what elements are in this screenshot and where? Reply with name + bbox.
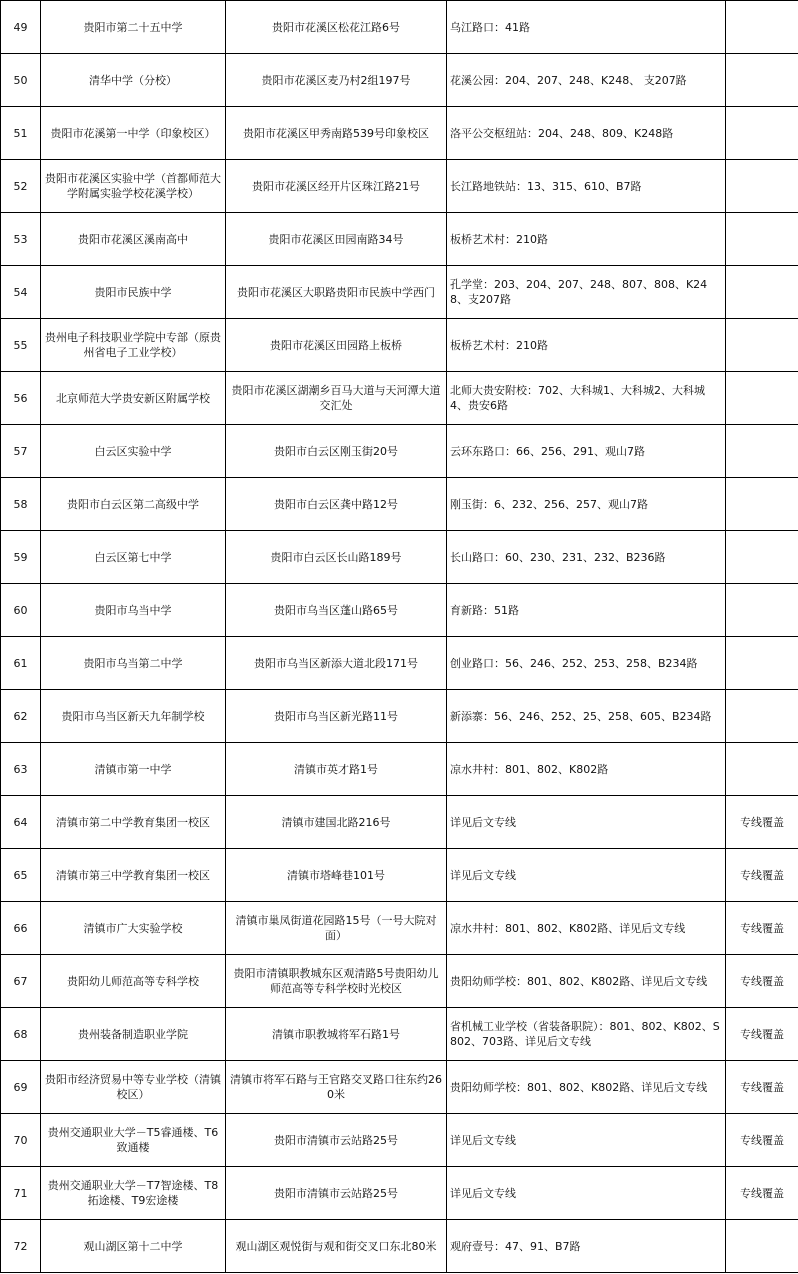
school-name: 贵阳市乌当中学 bbox=[41, 584, 226, 637]
school-name: 北京师范大学贵安新区附属学校 bbox=[41, 372, 226, 425]
school-address: 清镇市将军石路与王官路交叉路口往东约260米 bbox=[226, 1061, 447, 1114]
school-name: 贵州交通职业大学－T7智途楼、T8拓途楼、T9宏途楼 bbox=[41, 1167, 226, 1220]
bus-routes: 花溪公园：204、207、248、K248、 支207路 bbox=[447, 54, 726, 107]
table-row bbox=[1, 213, 798, 266]
coverage-note: 专线覆盖 bbox=[726, 1061, 798, 1114]
school-address: 清镇市巢凤街道花园路15号（一号大院对面） bbox=[226, 902, 447, 955]
table-row bbox=[1, 1220, 798, 1273]
bus-routes: 详见后文专线 bbox=[447, 1114, 726, 1167]
school-address: 清镇市英才路1号 bbox=[226, 743, 447, 796]
row-number: 70 bbox=[1, 1114, 41, 1167]
bus-routes: 新添寨：56、246、252、25、258、605、B234路 bbox=[447, 690, 726, 743]
table-row bbox=[1, 902, 798, 955]
coverage-note bbox=[726, 690, 798, 743]
school-address: 贵阳市花溪区甲秀南路539号印象校区 bbox=[226, 107, 447, 160]
coverage-note bbox=[726, 160, 798, 213]
coverage-note: 专线覆盖 bbox=[726, 1167, 798, 1220]
school-address: 贵阳市白云区龚中路12号 bbox=[226, 478, 447, 531]
school-name: 贵阳市乌当区新天九年制学校 bbox=[41, 690, 226, 743]
bus-routes: 云环东路口：66、256、291、观山7路 bbox=[447, 425, 726, 478]
school-address: 贵阳市花溪区田园南路34号 bbox=[226, 213, 447, 266]
coverage-note bbox=[726, 319, 798, 372]
bus-routes: 刚玉街：6、232、256、257、观山7路 bbox=[447, 478, 726, 531]
school-name: 贵阳市第二十五中学 bbox=[41, 1, 226, 54]
school-address: 贵阳市清镇职教城东区观清路5号贵阳幼儿师范高等专科学校时光校区 bbox=[226, 955, 447, 1008]
coverage-note bbox=[726, 584, 798, 637]
table-row bbox=[1, 531, 798, 584]
row-number: 52 bbox=[1, 160, 41, 213]
coverage-note bbox=[726, 425, 798, 478]
school-address: 贵阳市清镇市云站路25号 bbox=[226, 1167, 447, 1220]
row-number: 61 bbox=[1, 637, 41, 690]
bus-routes: 省机械工业学校（省装备职院）：801、802、K802、S802、703路、详见后文专线 bbox=[447, 1008, 726, 1061]
school-name: 清镇市第一中学 bbox=[41, 743, 226, 796]
school-name: 贵阳市白云区第二高级中学 bbox=[41, 478, 226, 531]
row-number: 72 bbox=[1, 1220, 41, 1273]
coverage-note bbox=[726, 531, 798, 584]
row-number: 54 bbox=[1, 266, 41, 319]
coverage-note: 专线覆盖 bbox=[726, 849, 798, 902]
coverage-note bbox=[726, 372, 798, 425]
coverage-note bbox=[726, 213, 798, 266]
school-address: 贵阳市清镇市云站路25号 bbox=[226, 1114, 447, 1167]
table-row bbox=[1, 1061, 798, 1114]
school-name: 清镇市第三中学教育集团一校区 bbox=[41, 849, 226, 902]
coverage-note: 专线覆盖 bbox=[726, 955, 798, 1008]
row-number: 60 bbox=[1, 584, 41, 637]
bus-routes: 详见后文专线 bbox=[447, 849, 726, 902]
bus-routes: 创业路口：56、246、252、253、258、B234路 bbox=[447, 637, 726, 690]
table-row bbox=[1, 319, 798, 372]
coverage-note bbox=[726, 1220, 798, 1273]
school-name: 贵州电子科技职业学院中专部（原贵州省电子工业学校） bbox=[41, 319, 226, 372]
school-address: 贵阳市白云区长山路189号 bbox=[226, 531, 447, 584]
coverage-note bbox=[726, 54, 798, 107]
school-address: 贵阳市乌当区新添大道北段171号 bbox=[226, 637, 447, 690]
school-name: 贵阳市花溪区溪南高中 bbox=[41, 213, 226, 266]
school-address: 贵阳市花溪区松花江路6号 bbox=[226, 1, 447, 54]
coverage-note bbox=[726, 107, 798, 160]
row-number: 68 bbox=[1, 1008, 41, 1061]
coverage-note: 专线覆盖 bbox=[726, 796, 798, 849]
bus-routes: 长山路口：60、230、231、232、B236路 bbox=[447, 531, 726, 584]
row-number: 67 bbox=[1, 955, 41, 1008]
bus-routes: 凉水井村：801、802、K802路、详见后文专线 bbox=[447, 902, 726, 955]
row-number: 71 bbox=[1, 1167, 41, 1220]
row-number: 50 bbox=[1, 54, 41, 107]
table-row bbox=[1, 743, 798, 796]
row-number: 69 bbox=[1, 1061, 41, 1114]
school-name: 白云区第七中学 bbox=[41, 531, 226, 584]
school-name: 贵阳市经济贸易中等专业学校（清镇校区） bbox=[41, 1061, 226, 1114]
bus-routes: 乌江路口：41路 bbox=[447, 1, 726, 54]
table-row bbox=[1, 1, 798, 54]
bus-routes: 观府壹号：47、91、B7路 bbox=[447, 1220, 726, 1273]
row-number: 63 bbox=[1, 743, 41, 796]
school-name: 贵阳幼儿师范高等专科学校 bbox=[41, 955, 226, 1008]
table-row bbox=[1, 584, 798, 637]
bus-routes: 凉水井村：801、802、K802路 bbox=[447, 743, 726, 796]
school-name: 贵阳市花溪区实验中学（首都师范大学附属实验学校花溪学校） bbox=[41, 160, 226, 213]
row-number: 55 bbox=[1, 319, 41, 372]
table-row bbox=[1, 425, 798, 478]
school-address: 贵阳市乌当区新光路11号 bbox=[226, 690, 447, 743]
coverage-note bbox=[726, 266, 798, 319]
table-row bbox=[1, 266, 798, 319]
coverage-note bbox=[726, 1, 798, 54]
school-address: 贵阳市乌当区蓬山路65号 bbox=[226, 584, 447, 637]
table-row bbox=[1, 690, 798, 743]
table-row bbox=[1, 1008, 798, 1061]
table-row bbox=[1, 849, 798, 902]
school-name: 贵州交通职业大学－T5睿通楼、T6致通楼 bbox=[41, 1114, 226, 1167]
row-number: 59 bbox=[1, 531, 41, 584]
bus-routes: 北师大贵安附校：702、大科城1、大科城2、大科城4、贵安6路 bbox=[447, 372, 726, 425]
table-row bbox=[1, 107, 798, 160]
table-row bbox=[1, 796, 798, 849]
school-address: 贵阳市花溪区田园路上板桥 bbox=[226, 319, 447, 372]
school-name: 清镇市广大实验学校 bbox=[41, 902, 226, 955]
school-name: 观山湖区第十二中学 bbox=[41, 1220, 226, 1273]
row-number: 58 bbox=[1, 478, 41, 531]
school-name: 清华中学（分校） bbox=[41, 54, 226, 107]
row-number: 66 bbox=[1, 902, 41, 955]
school-address: 贵阳市花溪区湖潮乡百马大道与天河潭大道交汇处 bbox=[226, 372, 447, 425]
bus-routes: 贵阳幼师学校：801、802、K802路、详见后文专线 bbox=[447, 955, 726, 1008]
school-address: 贵阳市花溪区经开片区珠江路21号 bbox=[226, 160, 447, 213]
row-number: 57 bbox=[1, 425, 41, 478]
school-name: 贵州装备制造职业学院 bbox=[41, 1008, 226, 1061]
table-row bbox=[1, 54, 798, 107]
table-row bbox=[1, 372, 798, 425]
school-name: 白云区实验中学 bbox=[41, 425, 226, 478]
school-address: 观山湖区观悦街与观和街交叉口东北80米 bbox=[226, 1220, 447, 1273]
coverage-note: 专线覆盖 bbox=[726, 1008, 798, 1061]
row-number: 56 bbox=[1, 372, 41, 425]
coverage-note bbox=[726, 743, 798, 796]
coverage-note: 专线覆盖 bbox=[726, 902, 798, 955]
school-address: 贵阳市花溪区麦乃村2组197号 bbox=[226, 54, 447, 107]
school-name: 清镇市第二中学教育集团一校区 bbox=[41, 796, 226, 849]
school-name: 贵阳市乌当第二中学 bbox=[41, 637, 226, 690]
row-number: 53 bbox=[1, 213, 41, 266]
bus-routes: 育新路：51路 bbox=[447, 584, 726, 637]
table-body bbox=[1, 1, 798, 1273]
row-number: 49 bbox=[1, 1, 41, 54]
school-name: 贵阳市花溪第一中学（印象校区） bbox=[41, 107, 226, 160]
bus-routes: 长江路地铁站：13、315、610、B7路 bbox=[447, 160, 726, 213]
table-row bbox=[1, 1167, 798, 1220]
bus-routes: 详见后文专线 bbox=[447, 1167, 726, 1220]
school-address: 清镇市建国北路216号 bbox=[226, 796, 447, 849]
school-address: 清镇市职教城将军石路1号 bbox=[226, 1008, 447, 1061]
bus-routes: 板桥艺术村：210路 bbox=[447, 213, 726, 266]
coverage-note bbox=[726, 478, 798, 531]
row-number: 65 bbox=[1, 849, 41, 902]
table-row bbox=[1, 637, 798, 690]
row-number: 51 bbox=[1, 107, 41, 160]
school-name: 贵阳市民族中学 bbox=[41, 266, 226, 319]
school-address: 贵阳市白云区刚玉街20号 bbox=[226, 425, 447, 478]
bus-routes: 详见后文专线 bbox=[447, 796, 726, 849]
coverage-note: 专线覆盖 bbox=[726, 1114, 798, 1167]
school-address: 清镇市塔峰巷101号 bbox=[226, 849, 447, 902]
row-number: 62 bbox=[1, 690, 41, 743]
row-number: 64 bbox=[1, 796, 41, 849]
coverage-note bbox=[726, 637, 798, 690]
bus-routes: 板桥艺术村：210路 bbox=[447, 319, 726, 372]
table-row bbox=[1, 955, 798, 1008]
school-address: 贵阳市花溪区大职路贵阳市民族中学西门 bbox=[226, 266, 447, 319]
table-row bbox=[1, 1114, 798, 1167]
bus-routes: 洛平公交枢纽站：204、248、809、K248路 bbox=[447, 107, 726, 160]
table-row bbox=[1, 160, 798, 213]
table-row bbox=[1, 478, 798, 531]
bus-routes: 孔学堂：203、204、207、248、807、808、K248、支207路 bbox=[447, 266, 726, 319]
bus-routes: 贵阳幼师学校：801、802、K802路、详见后文专线 bbox=[447, 1061, 726, 1114]
